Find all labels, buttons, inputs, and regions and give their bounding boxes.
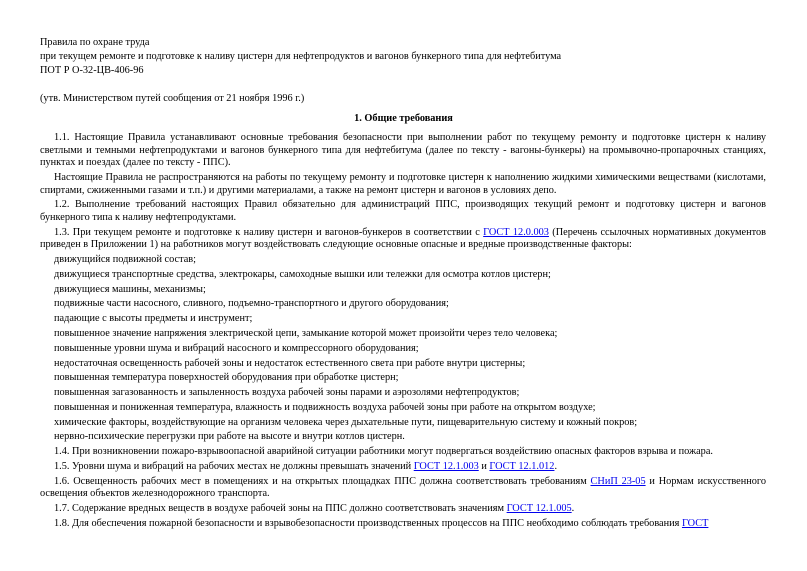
hazard-list-item: движущийся подвижной состав;: [54, 254, 196, 266]
text-span: 1.8. Для обеспечения пожарной безопасности и взрывобезопасности производственных процессов на ППС необходимо соблюдать требования: [54, 517, 682, 529]
doc-heading-line2: при текущем ремонте и подготовке к наливу цистерн для нефтепродуктов и вагонов бункерного типа для нефтебитума: [40, 51, 562, 62]
link-gost-12-1-003[interactable]: ГОСТ 12.1.003: [413, 461, 479, 473]
approval-note: (утв. Министерством путей сообщения от 21 ноября 1996 г.): [40, 93, 305, 104]
link-snip-23-05[interactable]: СНиП 23-05: [590, 475, 646, 487]
paragraph-1-7: [40, 503, 766, 516]
hazard-list-item: повышенная температура поверхностей оборудования при обработке цистерн;: [54, 372, 399, 384]
text-span: 1.3. При текущем ремонте и подготовке к наливу цистерн и вагонов-бункеров в соответствии с: [54, 226, 484, 238]
hazard-list-item: повышенные уровни шума и вибраций насосного и компрессорного оборудования;: [54, 342, 419, 354]
text-span: 1.6. Освещенность рабочих мест в помещениях и на открытых площадках ППС должна соответствовать требованиям: [54, 475, 591, 487]
section-body: [40, 132, 766, 533]
paragraph-1-3: [40, 227, 766, 252]
text-span: .: [571, 503, 575, 515]
text-span: .: [554, 461, 558, 473]
paragraph-1-8: [40, 518, 766, 531]
paragraph-1-5: [40, 461, 766, 474]
hazard-list-item: повышенная и пониженная температура, влажность и подвижность воздуха рабочей зоны при работе на открытом воздухе;: [54, 401, 596, 413]
text-span: 1.5. Уровни шума и вибраций на рабочих местах не должны превышать значений: [54, 461, 414, 473]
text-span: и Нормам искусственного освещения объектов железнодорожного транспорта.: [40, 475, 766, 500]
hazard-list-item: повышенная загазованность и запыленность воздуха рабочей зоны парами и аэрозолями нефтепродуктов;: [54, 387, 520, 399]
doc-code: ПОТ Р О-32-ЦВ-406-96: [40, 65, 144, 76]
paragraph-1-4: 1.4. При возникновении пожаро-взрывоопасной аварийной ситуации работники могут подвергаться воздействию опасных факторов взрыва и пожара.: [54, 446, 713, 458]
text-span: (Перечень ссылочных нормативных документов приведен в Приложении 1) на работников могут воздействовать следующие основные опасные и вредные производственные факторы:: [40, 226, 767, 251]
hazard-list-item: движущиеся транспортные средства, электрокары, самоходные вышки или тележки для осмотра котлов цистерн;: [54, 268, 551, 280]
link-gost[interactable]: ГОСТ: [681, 517, 709, 529]
text-span: и: [478, 461, 490, 473]
paragraph-1-2: 1.2. Выполнение требований настоящих Правил обязательно для администраций ППС, производящих текущий ремонт и подготовку цистерн и вагонов бункерного типа к наливу нефтепродуктами.: [40, 199, 766, 223]
doc-heading-line1: Правила по охране труда: [40, 37, 150, 48]
paragraph-1-6: [40, 476, 766, 501]
section-title: 1. Общие требования: [354, 113, 453, 124]
hazard-list-item: подвижные части насосного, сливного, подъемно-транспортного и другого оборудования;: [54, 298, 449, 310]
text-span: 1.7. Содержание вредных веществ в воздухе рабочей зоны на ППС должно соответствовать значениям: [54, 503, 507, 515]
hazard-list-item: движущиеся машины, механизмы;: [54, 283, 206, 295]
hazard-list-item: нервно-психические перегрузки при работе на высоте и внутри котлов цистерн.: [54, 431, 405, 443]
paragraph-1-1: 1.1. Настоящие Правила устанавливают основные требования безопасности при выполнении работ по текущему ремонту и подготовке цистерн к наливу светлыми и темными нефтепродуктами и вагонов бункерного типа для нефтебитума (далее по тексту - вагоны-бункеры) на промывочно-пропарочных станциях, пунктах и поездах (далее по тексту - ППС).: [40, 132, 766, 169]
paragraph-1-1-scope: Настоящие Правила не распространяются на работы по текущему ремонту и подготовке цистерн к наполнению жидкими химическими веществами (кислотами, спиртами, сжиженными газами и т.п.) и другими материалами, а также на ремонт цистерн и вагонов в условиях депо.: [40, 171, 766, 196]
link-gost-12-1-012[interactable]: ГОСТ 12.1.012: [489, 461, 555, 473]
link-gost-12-0-003[interactable]: ГОСТ 12.0.003: [483, 226, 549, 238]
hazard-list-item: недостаточная освещенность рабочей зоны и недостаток естественного света при работе внутри цистерны;: [54, 357, 526, 369]
hazard-list-item: химические факторы, воздействующие на организм человека через дыхательные пути, пищеварительную систему и кожный покров;: [54, 416, 638, 428]
hazard-list-item: повышенное значение напряжения электрической цепи, замыкание которой может произойти через тело человека;: [54, 328, 558, 339]
link-gost-12-1-005[interactable]: ГОСТ 12.1.005: [506, 503, 572, 515]
hazard-list-item: падающие с высоты предметы и инструмент;: [54, 313, 253, 325]
